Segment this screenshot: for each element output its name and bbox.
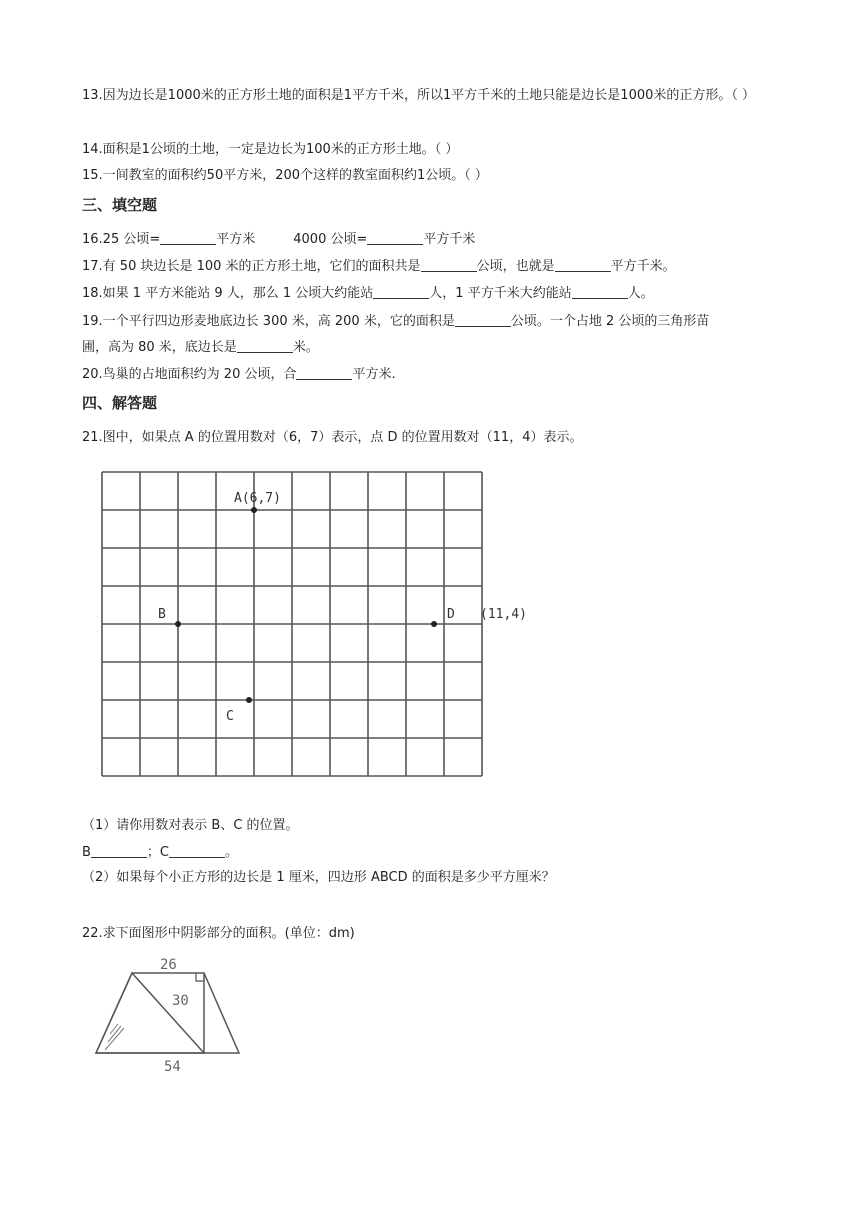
question-22: 22.求下面图形中阴影部分的面积。(单位：dm) (82, 926, 355, 941)
trapezoid-figure (88, 954, 258, 1078)
q19-text-3: 圃，高为 80 米，底边长是 (82, 340, 237, 355)
q16-text-3: 4000 公顷= (293, 232, 368, 247)
q18-text-1: 18.如果 1 平方米能站 9 人，那么 1 公顷大约能站 (82, 286, 374, 301)
section-answer: 四、解答题 (82, 394, 158, 412)
answer-end: 。 (225, 845, 239, 860)
q17-blank-1 (421, 257, 477, 272)
question-14: 14.面积是1公顷的土地，一定是边长为100米的正方形土地。（ ） (82, 142, 459, 157)
label-bottom: 54 (164, 1059, 181, 1075)
q20-text-1: 20.鸟巢的占地面积约为 20 公顷，合 (82, 367, 297, 382)
section-fill-in: 三、填空题 (82, 196, 158, 214)
question-18 (82, 284, 654, 304)
label-height: 30 (172, 993, 189, 1009)
grid-lines (102, 472, 482, 776)
q19-text-1: 19.一个平行四边形麦地底边长 300 米，高 200 米，它的面积是 (82, 314, 455, 329)
q21-sub-2: （2）如果每个小正方形的边长是 1 厘米，四边形 ABCD 的面积是多少平方厘米？ (82, 870, 555, 885)
q17-text-1: 17.有 50 块边长是 100 米的正方形土地，它们的面积共是 (82, 259, 421, 274)
q17-text-3: 平方千米。 (610, 259, 676, 274)
q18-blank-2 (572, 284, 628, 299)
q17-text-2: 公顷，也就是 (476, 259, 555, 274)
q17-blank-2 (555, 257, 611, 272)
q16-text-1: 16.25 公顷= (82, 232, 161, 247)
q21-answer-line (82, 843, 238, 863)
q21-sub-1: （1）请你用数对表示 B、C 的位置。 (82, 818, 299, 833)
q16-text-4: 平方千米 (423, 232, 476, 247)
label-b: B (158, 607, 166, 622)
coordinate-grid-figure (96, 466, 566, 782)
question-13: 13.因为边长是1000米的正方形土地的面积是1平方千米，所以1平方千米的土地只能是边长是1000米的正方形。（ ） (82, 88, 756, 103)
answer-c-label: ；C (146, 845, 169, 860)
question-17 (82, 257, 676, 277)
q20-blank-1 (296, 365, 352, 380)
label-c: C (226, 709, 234, 724)
point-b (175, 621, 181, 627)
answer-c-blank (169, 843, 225, 858)
question-16 (82, 230, 475, 250)
q16-blank-1 (160, 230, 216, 245)
q16-blank-2 (367, 230, 423, 245)
point-d (431, 621, 437, 627)
answer-b-label: B (82, 845, 91, 860)
q19-blank-1 (455, 312, 511, 327)
question-21: 21.图中，如果点 A 的位置用数对（6，7）表示，点 D 的位置用数对（11，4）表示。 (82, 430, 583, 445)
label-d: D (447, 607, 455, 622)
question-15: 15.一间教室的面积约50平方米，200个这样的教室面积约1公顷。（ ） (82, 168, 488, 183)
question-19-line-1 (82, 312, 709, 332)
q18-text-2: 人，1 平方千米大约能站 (429, 286, 572, 301)
question-20 (82, 365, 396, 385)
label-a: A(6,7) (234, 491, 281, 506)
answer-b-blank (91, 843, 147, 858)
q19-blank-2 (237, 338, 293, 353)
label-d-coord: (11,4) (480, 607, 527, 622)
question-19-line-2 (82, 338, 319, 358)
label-top: 26 (160, 957, 177, 973)
right-angle-mark (196, 973, 204, 981)
q18-blank-1 (373, 284, 429, 299)
point-a (251, 507, 257, 513)
q16-text-2: 平方米 (216, 232, 256, 247)
q20-text-2: 平方米. (352, 367, 396, 382)
q19-text-4: 米。 (292, 340, 319, 355)
q18-text-3: 人。 (627, 286, 654, 301)
point-c (246, 697, 252, 703)
q19-text-2: 公顷。一个占地 2 公顷的三角形苗 (510, 314, 710, 329)
